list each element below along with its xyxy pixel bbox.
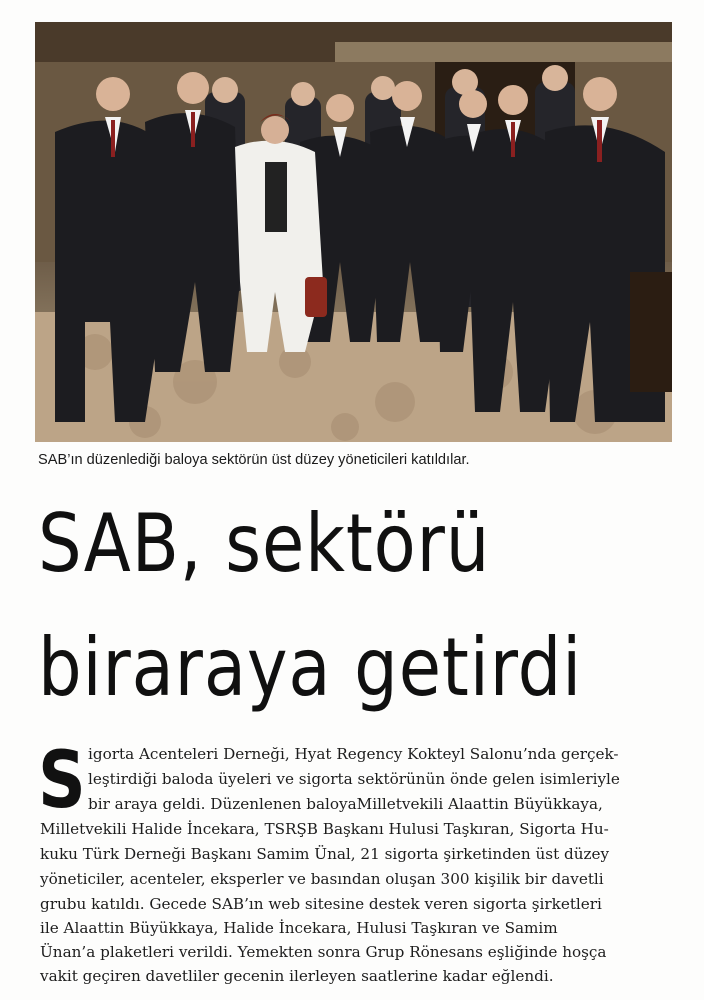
- body-line: Milletvekili Halide İncekara, TSRŞB Başkanı Hulusi Taşkıran, Sigorta Hu-: [40, 820, 609, 838]
- body-line: ile Alaattin Büyükkaya, Halide İncekara, Hulusi Taşkıran ve Samim: [40, 919, 558, 937]
- photo-caption: SAB’ın düzenlediği baloya sektörün üst düzey yöneticileri katıldılar.: [38, 452, 470, 468]
- headline-line-1: SAB, sektörü: [38, 497, 491, 590]
- body-line: yöneticiler, acenteler, eksperler ve basından oluşan 300 kişilik bir davetli: [40, 870, 604, 888]
- body-line: bir araya geldi. Düzenlenen baloyaMilletvekili Alaattin Büyükkaya,: [88, 795, 603, 813]
- body-line: grubu katıldı. Gecede SAB’ın web sitesine destek veren sigorta şirketleri: [40, 895, 602, 913]
- body-line: leştirdiği baloda üyeleri ve sigorta sektörünün önde gelen isimleriyle: [88, 770, 620, 788]
- body-line: kuku Türk Derneği Başkanı Samim Ünal, 21 sigorta şirketinden üst düzey: [40, 845, 610, 863]
- body-line: igorta Acenteleri Derneği, Hyat Regency Kokteyl Salonu’nda gerçek-: [88, 745, 619, 763]
- body-line: Ünan’a plaketleri verildi. Yemekten sonra Grup Rönesans eşliğinde hoşça: [40, 943, 607, 961]
- body-line: vakit geçiren davetliler gecenin ilerleyen saatlerine kadar eğlendi.: [40, 967, 554, 985]
- group-photo: [35, 22, 672, 442]
- headline-line-2: biraraya getirdi: [38, 621, 583, 714]
- drop-cap: S: [38, 736, 86, 826]
